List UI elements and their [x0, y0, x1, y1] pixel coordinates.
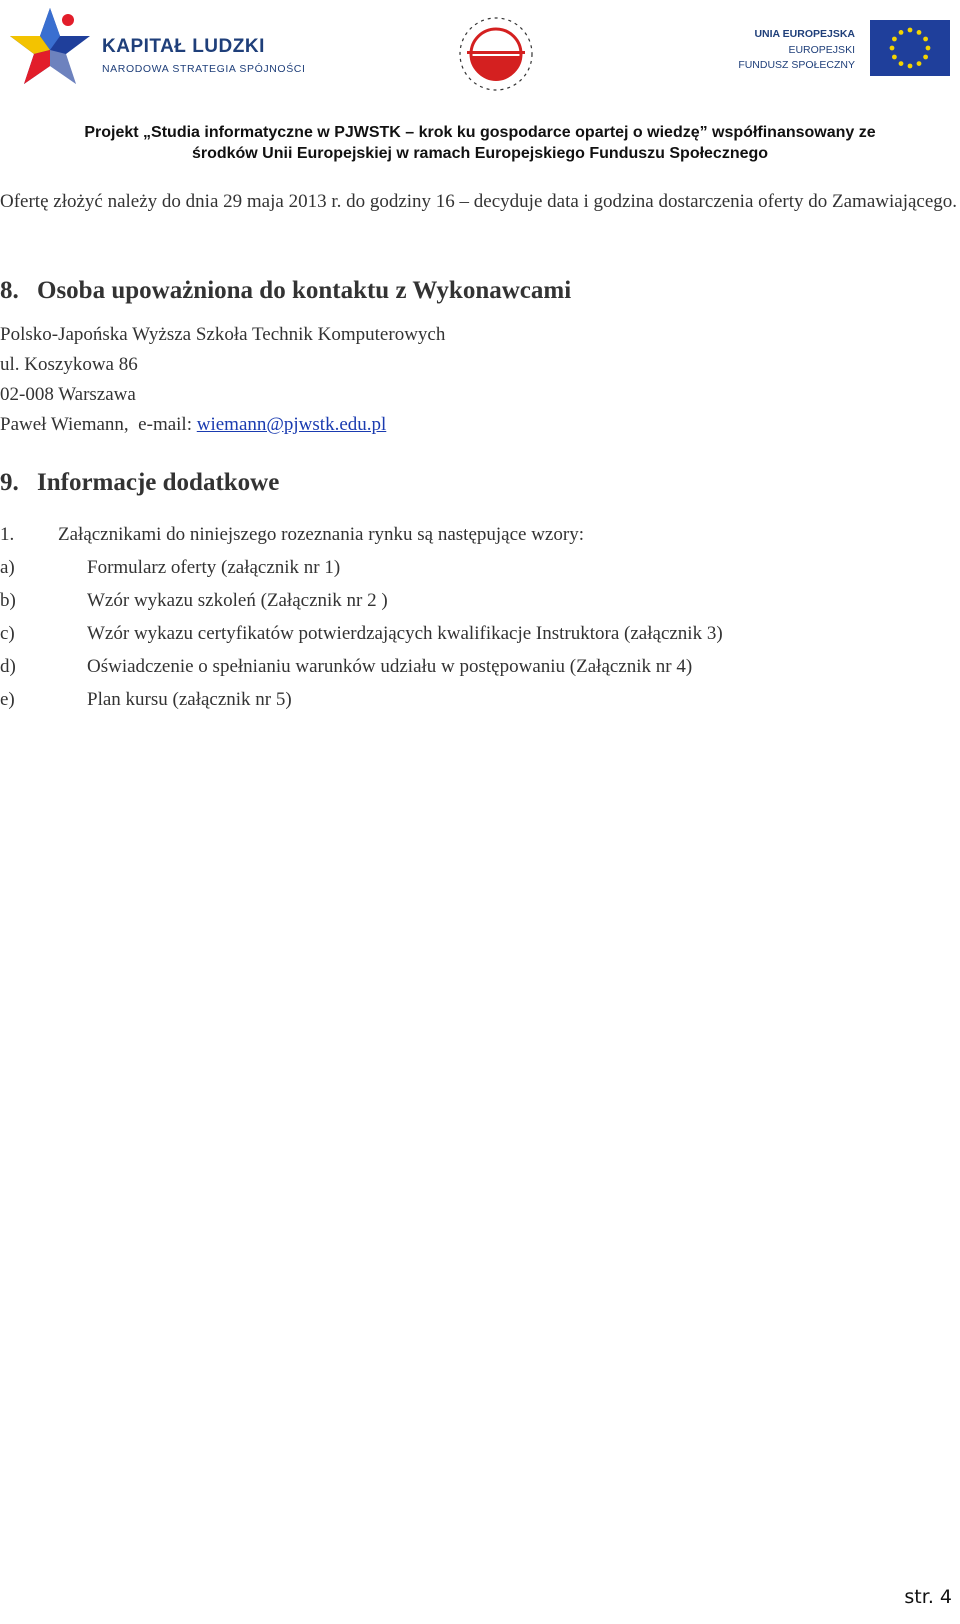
attachment-text: Wzór wykazu certyfikatów potwierdzających kwalifikacje Instruktora (załącznik 3)	[87, 623, 723, 644]
eu-logo	[730, 18, 950, 88]
attachment-text: Wzór wykazu szkoleń (Załącznik nr 2 )	[87, 590, 388, 611]
attachment-text: Oświadczenie o spełnianiu warunków udziału w postępowaniu (Załącznik nr 4)	[87, 656, 693, 677]
attachment-item	[0, 685, 723, 718]
attachment-item	[0, 652, 723, 685]
attachment-letter: c)	[0, 623, 15, 644]
contact-person: Paweł Wiemann, e-mail:	[0, 414, 197, 435]
attachments-intro-number: 1.	[0, 524, 15, 545]
attachments-intro-text: Załącznikami do niniejszego rozeznania rynku są następujące wzory:	[58, 524, 584, 545]
attachment-letter: e)	[0, 689, 15, 710]
deadline-paragraph: Ofertę złożyć należy do dnia 29 maja 2013 r. do godziny 16 – decyduje data i godzina dostarczenia oferty do Zamawiającego.	[0, 191, 958, 212]
project-header-line-2: środków Unii Europejskiej w ramach Europejskiego Funduszu Społecznego	[191, 145, 769, 162]
eu-line-3: FUNDUSZ SPOŁECZNY	[738, 59, 855, 71]
kapital-ludzki-logo	[10, 6, 340, 96]
eu-flag-icon	[870, 20, 950, 76]
eu-line-1: UNIA EUROPEJSKA	[754, 28, 855, 40]
contact-institution: Polsko-Japońska Wyższa Szkoła Technik Komputerowych	[0, 324, 446, 345]
attachment-item	[0, 586, 723, 619]
kapital-ludzki-star-icon	[10, 6, 92, 90]
project-header-line-1: Projekt „Studia informatyczne w PJWSTK – krok ku gospodarce opartej o wiedzę” współfinansowany ze	[84, 124, 876, 141]
section-9-heading	[0, 469, 279, 497]
page-number: str. 4	[904, 1586, 952, 1608]
attachment-text: Formularz oferty (załącznik nr 1)	[87, 557, 341, 578]
contact-email-link[interactable]: wiemann@pjwstk.edu.pl	[196, 414, 387, 435]
attachment-item	[0, 619, 723, 652]
section-8-heading	[0, 277, 571, 305]
attachment-letter: a)	[0, 557, 15, 578]
attachment-letter: d)	[0, 656, 16, 677]
section-9-number: 9.	[0, 469, 19, 496]
pjwstk-logo	[455, 14, 537, 94]
section-9-title: Informacje dodatkowe	[37, 469, 280, 496]
contact-person-line	[0, 410, 445, 440]
contact-city: 02-008 Warszawa	[0, 384, 136, 405]
attachments-intro	[0, 520, 584, 550]
section-8-title: Osoba upoważniona do kontaktu z Wykonawcami	[37, 277, 572, 304]
attachment-text: Plan kursu (załącznik nr 5)	[87, 689, 292, 710]
eu-line-2: EUROPEJSKI	[788, 44, 855, 56]
contact-block	[0, 320, 445, 440]
section-8-number: 8.	[0, 277, 19, 304]
contact-street: ul. Koszykowa 86	[0, 354, 138, 375]
pjwstk-seal-icon	[455, 14, 537, 94]
project-header	[0, 122, 960, 164]
kapital-ludzki-title: KAPITAŁ LUDZKI	[102, 36, 265, 57]
attachment-item	[0, 553, 723, 586]
attachments-list	[0, 553, 723, 718]
attachment-letter: b)	[0, 590, 16, 611]
kapital-ludzki-subtitle: NARODOWA STRATEGIA SPÓJNOŚCI	[102, 63, 306, 75]
